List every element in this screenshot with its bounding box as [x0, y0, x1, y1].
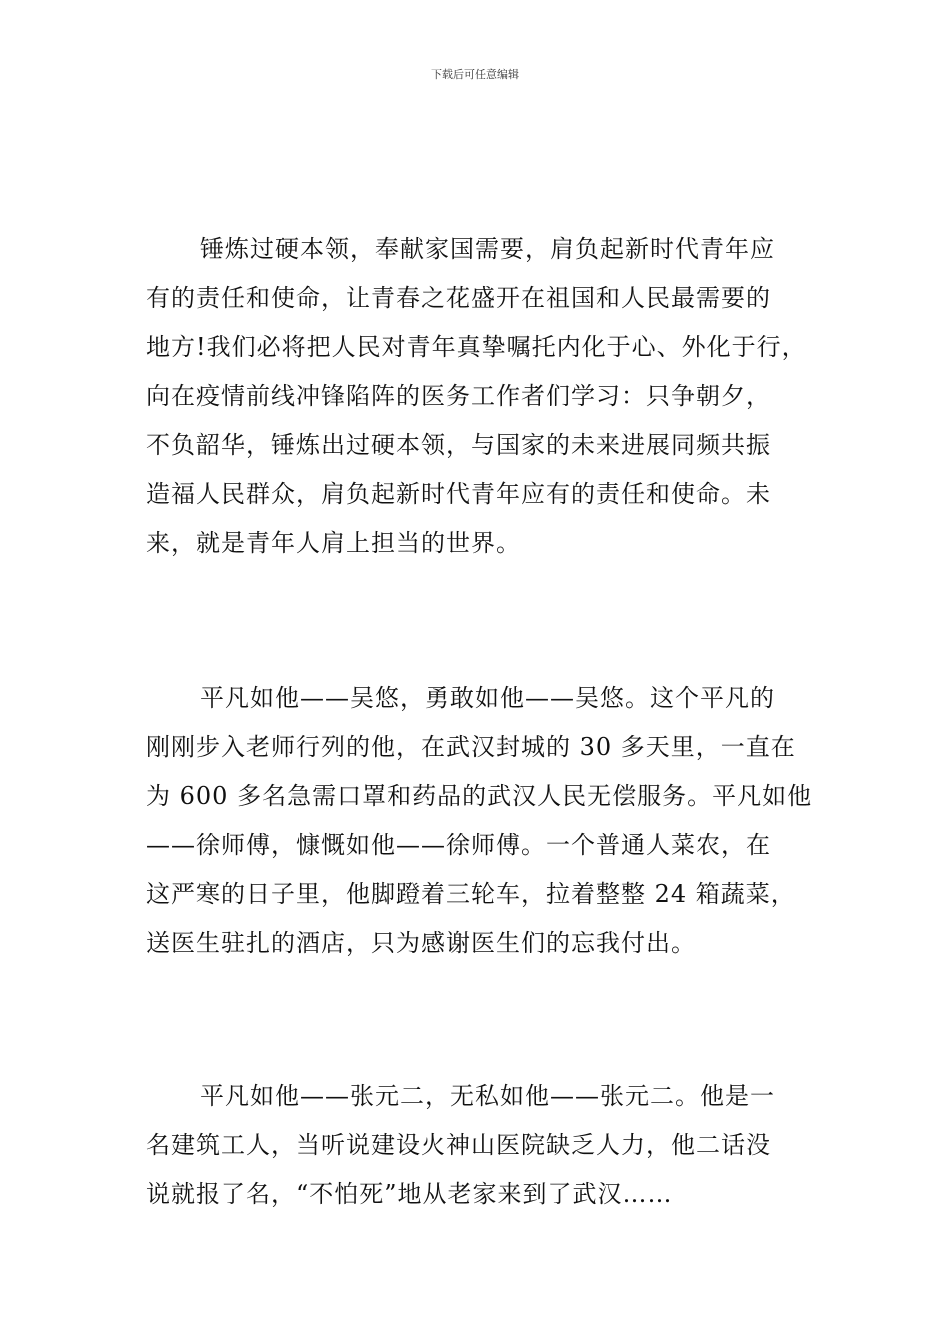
- paragraph-line: 地方!我们必将把人民对青年真挚嘱托内化于心、外化于行，: [146, 333, 807, 361]
- paragraph-1: [146, 225, 810, 568]
- paragraph-line: 刚刚步入老师行列的他，在武汉封城的 30 多天里，一直在: [146, 733, 796, 761]
- paragraph-line: 不负韶华，锤炼出过硬本领，与国家的未来进展同频共振: [146, 431, 771, 459]
- paragraph-line: 名建筑工人，当听说建设火神山医院缺乏人力，他二话没: [146, 1131, 771, 1159]
- paragraph-line: 平凡如他——张元二，无私如他——张元二。他是一: [200, 1082, 775, 1110]
- paragraph-line: 说就报了名，“不怕死”地从老家来到了武汉……: [146, 1180, 673, 1208]
- paragraph-line: 锤炼过硬本领，奉献家国需要，肩负起新时代青年应: [200, 235, 775, 263]
- paragraph-line: 送医生驻扎的酒店，只为感谢医生们的忘我付出。: [146, 929, 696, 957]
- paragraph-line: 来，就是青年人肩上担当的世界。: [146, 529, 521, 557]
- paragraph-line: 造福人民群众，肩负起新时代青年应有的责任和使命。未: [146, 480, 771, 508]
- paragraph-2: [146, 674, 813, 968]
- paragraph-3: [146, 1072, 810, 1219]
- paragraph-line: ——徐师傅，慷慨如他——徐师傅。一个普通人菜农，在: [146, 831, 771, 859]
- header-note: 下载后可任意编辑: [431, 68, 519, 81]
- paragraph-line: 有的责任和使命，让青春之花盛开在祖国和人民最需要的: [146, 284, 771, 312]
- paragraph-line: 为 600 多名急需口罩和药品的武汉人民无偿服务。平凡如他: [146, 782, 813, 810]
- paragraph-line: 平凡如他——吴悠，勇敢如他——吴悠。这个平凡的: [200, 684, 775, 712]
- paragraph-line: 向在疫情前线冲锋陷阵的医务工作者们学习：只争朝夕，: [146, 382, 771, 410]
- paragraph-line: 这严寒的日子里，他脚蹬着三轮车，拉着整整 24 箱蔬菜，: [146, 880, 796, 908]
